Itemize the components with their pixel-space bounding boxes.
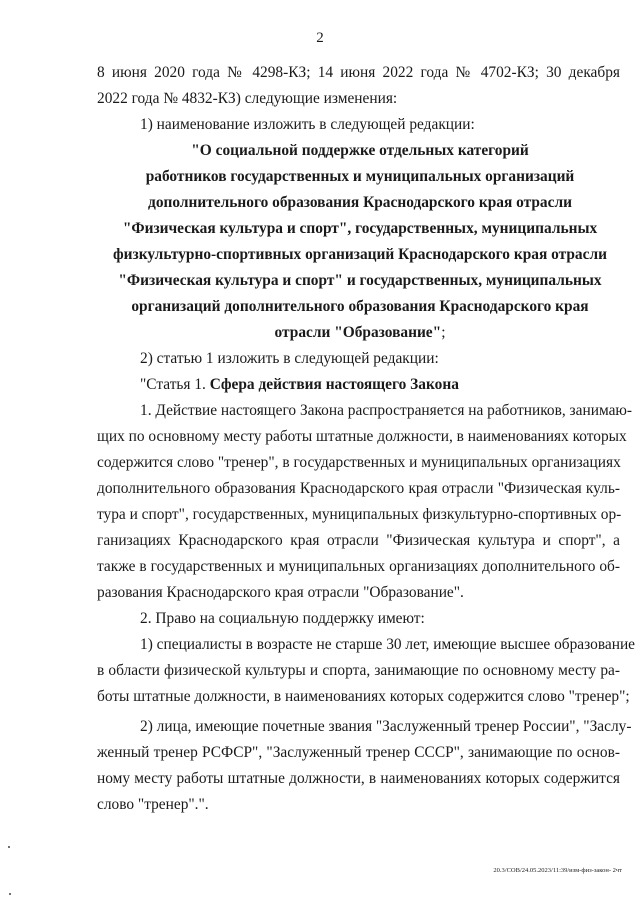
- preamble-line-2: 2022 года № 4832-КЗ) следующие изменения:: [97, 90, 398, 107]
- para-1-line-4: дополнительного образования Краснодарского края отрасли "Физическая куль-: [97, 480, 620, 497]
- para-2: 2. Право на социальную поддержку имеют:: [140, 610, 425, 627]
- para-1-line-1: 1. Действие настоящего Закона распространяется на работников, занимаю-: [140, 402, 633, 419]
- para-1-line-2: щих по основному месту работы штатные должности, в наименованиях которых: [97, 428, 627, 445]
- sub-1-line-1: 1) специалисты в возрасте не старше 30 лет, имеющие высшее образование: [140, 636, 636, 653]
- title-line-1: "О социальной поддержке отдельных категорий: [191, 142, 529, 159]
- title-line-6: "Физическая культура и спорт" и государственных, муниципальных: [118, 272, 602, 289]
- title-line-8-tail: ;: [441, 324, 446, 341]
- para-1-line-3: содержится слово "тренер", в государственных и муниципальных организациях: [97, 454, 621, 471]
- title-line-2: работников государственных и муниципальных организаций: [145, 168, 575, 185]
- item-1-intro: 1) наименование изложить в следующей редакции:: [140, 116, 475, 133]
- title-line-5: физкультурно-спортивных организаций Краснодарского края отрасли: [113, 246, 607, 263]
- para-1-line-5: тура и спорт", государственных, муниципальных физкультурно-спортивных ор-: [97, 506, 622, 523]
- sub-2-line-3: ному месту работы штатные должности, в наименованиях которых содержится: [97, 770, 620, 787]
- page-number: 2: [316, 30, 324, 46]
- para-1-line-6: ганизациях Краснодарского края отрасли "Физическая культура и спорт", а: [97, 532, 620, 549]
- title-line-3: дополнительного образования Краснодарского края отрасли: [148, 194, 572, 211]
- sub-2-line-2: женный тренер РСФСР", "Заслуженный тренер СССР", занимающие по основ-: [97, 744, 620, 761]
- sub-2-line-4: слово "тренер".".: [97, 796, 209, 813]
- para-1-line-7: также в государственных и муниципальных организациях дополнительного об-: [97, 558, 620, 575]
- article-prefix: "Статья 1.: [140, 376, 206, 393]
- item-2-intro: 2) статью 1 изложить в следующей редакции:: [140, 350, 439, 367]
- sub-1-line-2: в области физической культуры и спорта, занимающие по основному месту ра-: [97, 662, 620, 679]
- title-line-8-text: отрасли "Образование": [274, 324, 442, 341]
- document-code-footer: 20.3/СОВ/24.05.2023/11:39/изм-физ-закон- 2чт: [493, 867, 622, 874]
- article-title: Сфера действия настоящего Закона: [209, 376, 459, 393]
- para-1-line-8: разования Краснодарского края отрасли "Образование".: [97, 584, 464, 601]
- scan-speck: [9, 893, 11, 895]
- scan-speck: [8, 846, 10, 848]
- sub-2-line-1: 2) лица, имеющие почетные звания "Заслуженный тренер России", "Заслу-: [140, 718, 632, 735]
- preamble-line-1: 8 июня 2020 года № 4298-КЗ; 14 июня 2022 года № 4702-КЗ; 30 декабря: [97, 64, 620, 81]
- title-line-4: "Физическая культура и спорт", государственных, муниципальных: [122, 220, 598, 237]
- title-line-7: организаций дополнительного образования Краснодарского края: [131, 298, 589, 315]
- title-line-8: [60, 323, 640, 343]
- article-heading: [140, 375, 459, 395]
- sub-1-line-3: боты штатные должности, в наименованиях которых содержится слово "тренер";: [97, 688, 630, 705]
